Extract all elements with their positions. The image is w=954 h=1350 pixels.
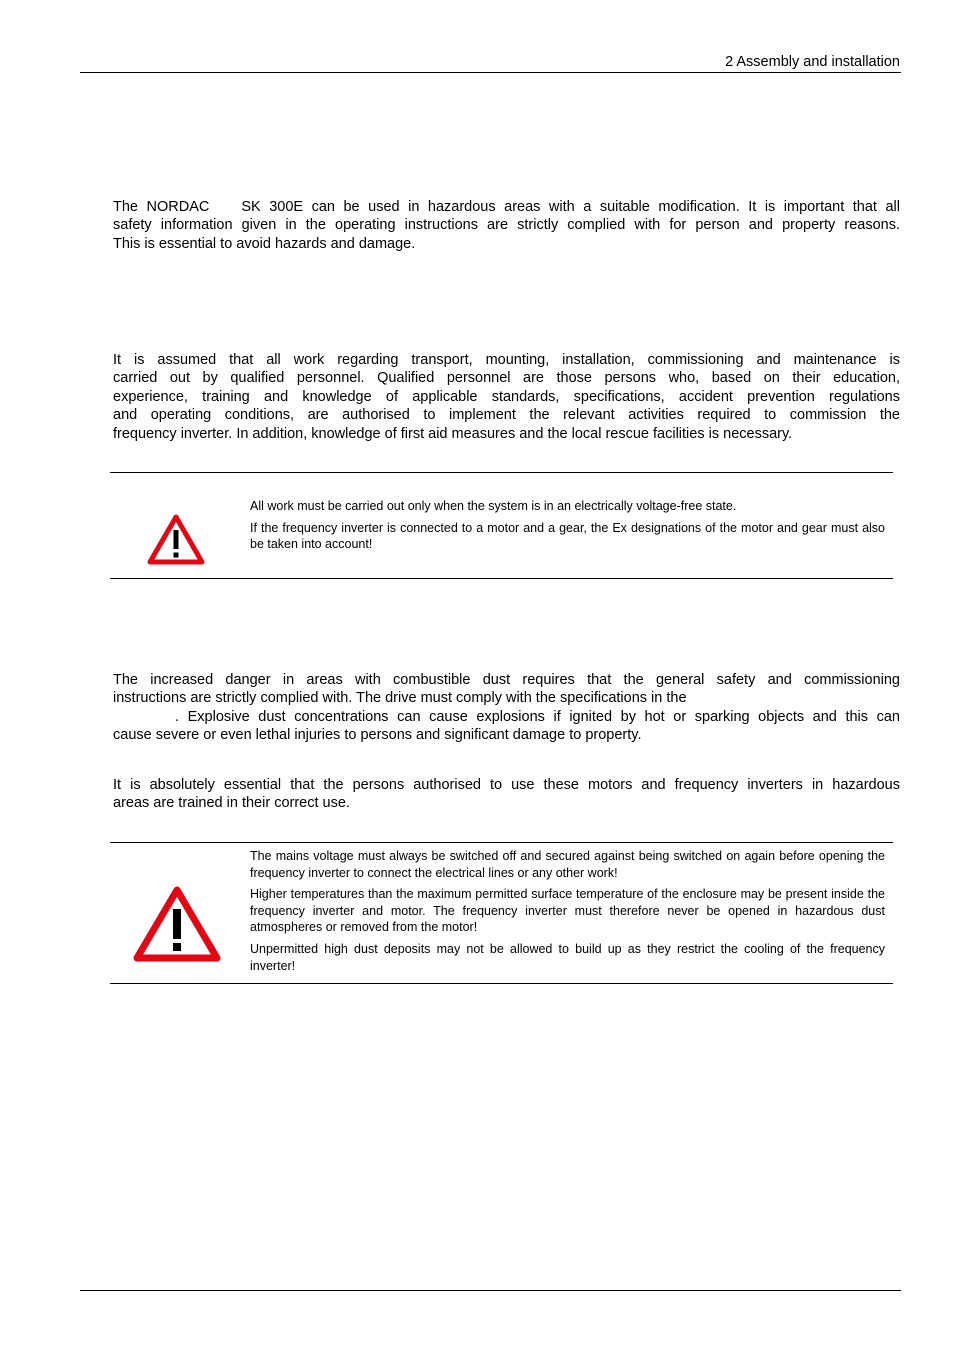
warning2-p1: The mains voltage must always be switched off and secured against being switched on again before opening the frequency inverter to connect the electrical lines or any other work! bbox=[250, 849, 885, 880]
intro-paragraph bbox=[113, 198, 900, 253]
personnel-line: It is assumed that all work regarding transport, mounting, installation, commissioning and maintenance is bbox=[113, 352, 900, 368]
warning1-p2: If the frequency inverter is connected to a motor and a gear, the Ex designations of the motor and gear must also be taken into account! bbox=[250, 520, 885, 552]
trained-line2: areas are trained in their correct use. bbox=[113, 795, 350, 812]
warning-box-voltage-free bbox=[110, 472, 893, 579]
intro-line3: This is essential to avoid hazards and damage. bbox=[113, 235, 416, 252]
dust-paragraph bbox=[113, 671, 900, 745]
warning-text-2 bbox=[250, 848, 885, 979]
trained-line1: It is absolutely essential that the persons authorised to use these motors and frequency inverters in hazardous bbox=[113, 777, 900, 793]
intro-line2: safety information given in the operating instructions are strictly complied with for person and property reasons. bbox=[113, 217, 900, 234]
intro-brand: The NORDAC bbox=[113, 199, 210, 215]
warning-box-dust bbox=[110, 842, 893, 984]
warning1-p1: All work must be carried out only when the system is in an electrically voltage-free state. bbox=[250, 499, 737, 513]
personnel-line: frequency inverter. In addition, knowledge of first aid measures and the local rescue facilities is necessary. bbox=[113, 425, 793, 442]
footer-divider bbox=[80, 1290, 901, 1291]
dust-line1: The increased danger in areas with combustible dust requires that the general safety and commissioning bbox=[113, 672, 900, 688]
warning-text-1 bbox=[250, 498, 885, 558]
dust-line4: cause severe or even lethal injuries to persons and significant damage to property. bbox=[113, 727, 642, 744]
running-header: 2 Assembly and installation bbox=[725, 54, 900, 70]
personnel-line: and operating conditions, are authorised to implement the relevant activities required to commission the bbox=[113, 407, 900, 424]
warning-triangle-icon bbox=[147, 513, 205, 565]
intro-line1: SK 300E can be used in hazardous areas with a suitable modification. It is important that all bbox=[241, 199, 900, 215]
warning2-p3: Unpermitted high dust deposits may not be allowed to build up as they restrict the cooling of the frequency inverter! bbox=[250, 941, 885, 973]
trained-paragraph bbox=[113, 776, 900, 813]
warning-triangle-icon bbox=[132, 885, 222, 963]
personnel-line: carried out by qualified personnel. Qualified personnel are those persons who, based on their education, bbox=[113, 370, 900, 387]
personnel-paragraph bbox=[113, 351, 900, 443]
dust-line2: instructions are strictly complied with. The drive must comply with the specifications in the bbox=[113, 690, 687, 707]
warning2-p2: Higher temperatures than the maximum permitted surface temperature of the enclosure may be present inside the frequency inverter and motor. The frequency inverter must therefore never be opened in hazardous dust atmospheres or removed from the motor! bbox=[250, 887, 885, 935]
header-divider bbox=[80, 72, 901, 73]
dust-line3: . Explosive dust concentrations can cause explosions if ignited by hot or sparking objects and this can bbox=[175, 708, 900, 725]
personnel-line: experience, training and knowledge of applicable standards, specifications, accident prevention regulations bbox=[113, 388, 900, 405]
